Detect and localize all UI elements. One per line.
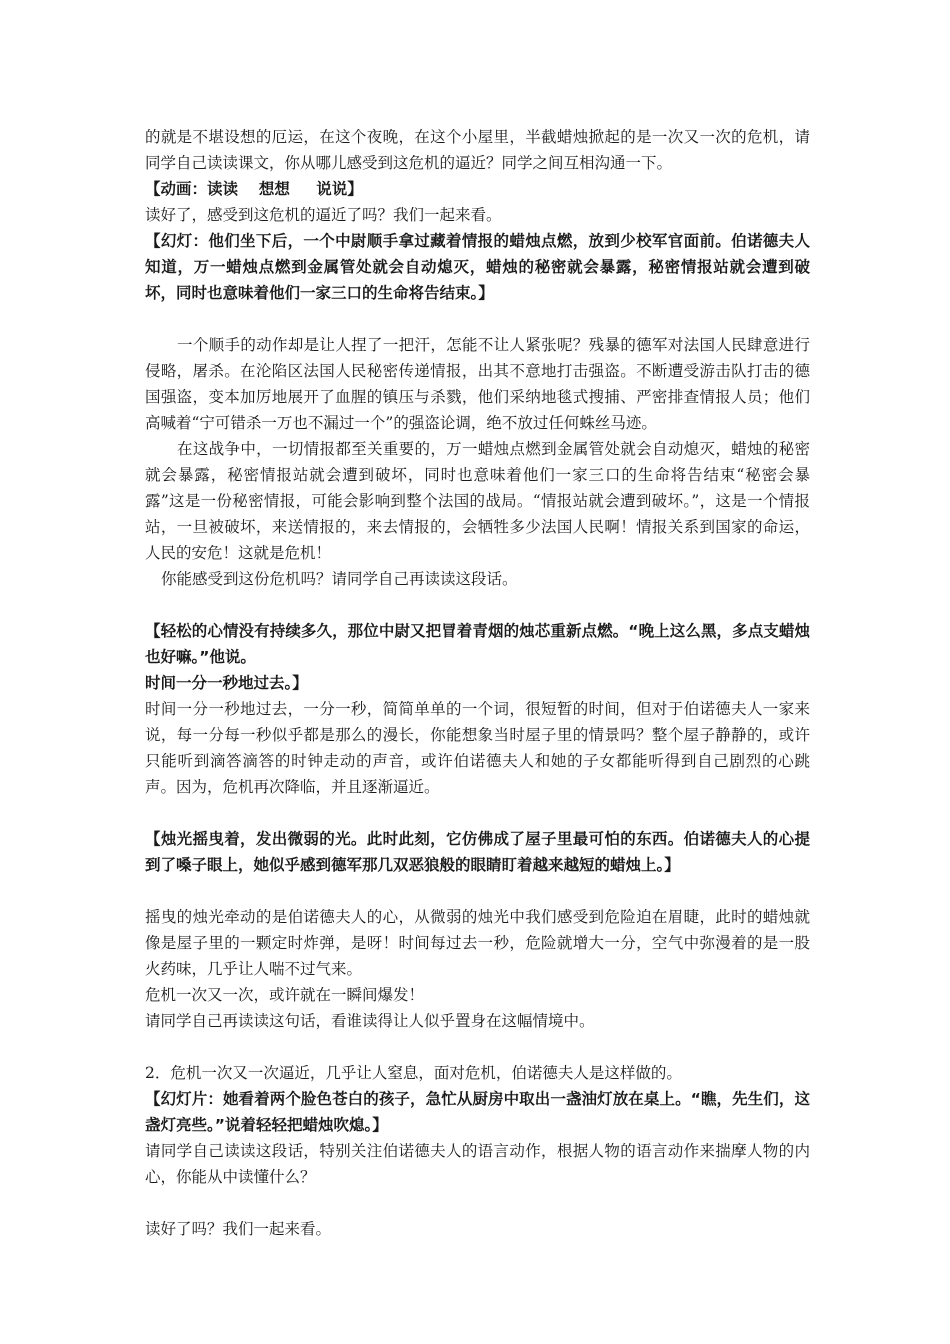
- document-page: [145, 124, 810, 1242]
- slide-quote-2-end: 时间一分一秒地过去。】: [145, 674, 308, 692]
- paragraph-10: 请同学自己读读这段话，特别关注伯诺德夫人的语言动作，根据人物的语言动作来揣摩人物的内心，你能从中读懂什么？: [145, 1142, 810, 1186]
- paragraph-6: 时间一分一秒地过去，一分一秒，简简单单的一个词，很短暂的时间，但对于伯诺德夫人一家来说，每一分每一秒似乎都是那么的漫长，你能想象当时屋子里的情景吗？整个屋子静静的，或许只能听到滴答滴答的时钟走动的声音，或许伯诺德夫人和她的子女都能听得到自己剧烈的心跳声。因为，危机再次降临，并且逐渐逼近。: [145, 700, 810, 796]
- blank-line: [145, 1190, 810, 1216]
- blank-line: [145, 592, 810, 618]
- blank-line: [145, 878, 810, 904]
- paragraph-4: 在这战争中，一切情报都至关重要的，万一蜡烛点燃到金属管处就会自动熄灭，蜡烛的秘密就会暴露，秘密情报站就会遭到破坏，同时也意味着他们一家三口的生命将告结束“秘密会暴露”这是一份秘密情报，可能会影响到整个法国的战局。“情报站就会遭到破坏。”，这是一个情报站，一旦被破坏，来送情报的，来去情报的，会牺牲多少法国人民啊！情报关系到国家的命运，人民的安危！这就是危机！: [145, 440, 810, 562]
- paragraph-7: 摇曳的烛光牵动的是伯诺德夫人的心，从微弱的烛光中我们感受到危险迫在眉睫，此时的蜡烛就像是屋子里的一颗定时炸弹，是呀！时间每过去一秒，危险就增大一分，空气中弥漫着的是一股火药味，几乎让人喘不过气来。: [145, 908, 810, 978]
- blank-line: [145, 800, 810, 826]
- paragraph-5: 你能感受到这份危机吗？请同学自己再读读这段话。: [161, 570, 518, 588]
- paragraph-1: 的就是不堪设想的厄运，在这个夜晚，在这个小屋里，半截蜡烛掀起的是一次又一次的危机，请同学自己读读课文，你从哪儿感受到这危机的逼近？同学之间互相沟通一下。: [145, 128, 810, 172]
- slide-quote-4: 【幻灯片：她看着两个脸色苍白的孩子，急忙从厨房中取出一盏油灯放在桌上。“瞧，先生们，这盏灯亮些。”说着轻轻把蜡烛吹熄。】: [145, 1090, 810, 1134]
- paragraph-2: 读好了，感受到这危机的逼近了吗？我们一起来看。: [145, 206, 502, 224]
- blank-line: [145, 306, 810, 332]
- paragraph-9: 请同学自己再读读这句话，看谁读得让人似乎置身在这幅情境中。: [145, 1012, 595, 1030]
- blank-line: [145, 1034, 810, 1060]
- slide-quote-3: 【烛光摇曳着，发出微弱的光。此时此刻，它仿佛成了屋子里最可怕的东西。伯诺德夫人的心提到了嗓子眼上，她似乎感到德军那几双恶狼般的眼睛盯着越来越短的蜡烛上。】: [145, 830, 810, 874]
- paragraph-11: 读好了吗？我们一起来看。: [145, 1220, 332, 1238]
- animation-prompt: 【动画：读读 想想 说说】: [145, 180, 363, 198]
- paragraph-8: 危机一次又一次，或许就在一瞬间爆发！: [145, 986, 425, 1004]
- slide-quote-1: 【幻灯：他们坐下后，一个中尉顺手拿过藏着情报的蜡烛点燃，放到少校军官面前。伯诺德夫人知道，万一蜡烛点燃到金属管处就会自动熄灭，蜡烛的秘密就会暴露，秘密情报站就会遭到破坏，同时也意味着他们一家三口的生命将告结束。】: [145, 232, 810, 302]
- slide-quote-2: 【轻松的心情没有持续多久，那位中尉又把冒着青烟的烛芯重新点燃。“晚上这么黑，多点支蜡烛也好嘛。”他说。: [145, 622, 810, 666]
- section-2-intro: 2．危机一次又一次逼近，几乎让人窒息，面对危机，伯诺德夫人是这样做的。: [145, 1064, 682, 1082]
- paragraph-3: 一个顺手的动作却是让人捏了一把汗，怎能不让人紧张呢？残暴的德军对法国人民肆意进行侵略，屠杀。在沦陷区法国人民秘密传递情报，出其不意地打击强盗。不断遭受游击队打击的德国强盗，变本加厉地展开了血腥的镇压与杀戮，他们采纳地毯式搜捕、严密排查情报人员；他们高喊着“宁可错杀一万也不漏过一个”的强盗论调，绝不放过任何蛛丝马迹。: [145, 336, 810, 432]
